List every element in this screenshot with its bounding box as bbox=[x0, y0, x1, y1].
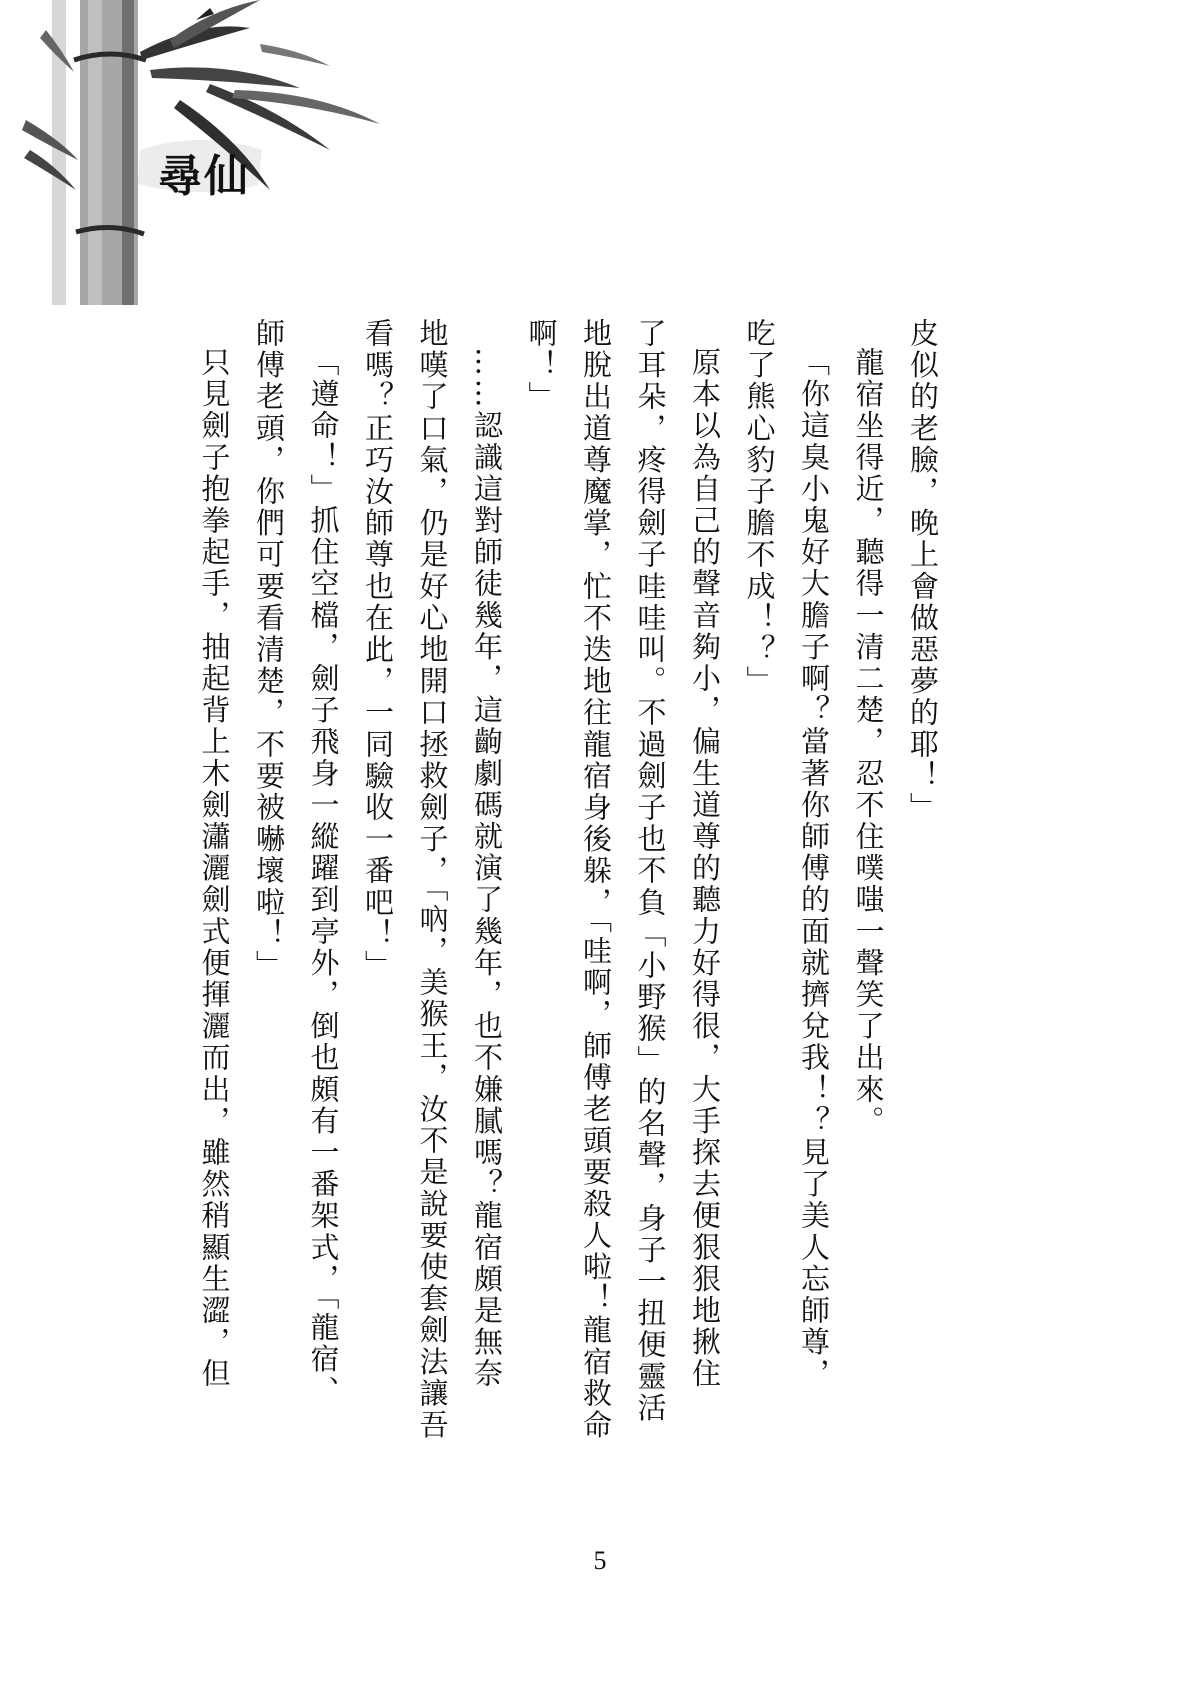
body-line: 皮似的老臉，晚上會做惡夢的耶！」 bbox=[906, 318, 940, 824]
book-title: 尋仙 bbox=[158, 151, 250, 202]
page-number: 5 bbox=[593, 1546, 607, 1575]
body-line: ……認識這對師徒幾年，這齣劇碼就演了幾年，也不嫌膩嗎？龍宿頗是無奈 bbox=[470, 347, 504, 1390]
body-line: 看嗎？正巧汝師尊也在此，一同驗收一番吧！」 bbox=[361, 318, 395, 982]
body-line: 啊！」 bbox=[524, 318, 559, 413]
vertical-text-body bbox=[187, 318, 950, 1442]
body-line: 師傅老頭，你們可要看清楚，不要被嚇壞啦！」 bbox=[252, 318, 286, 982]
body-line: 「你這臭小鬼好大膽子啊？當著你師傅的面就擠兌我！？見了美人忘師尊， bbox=[797, 347, 831, 1390]
body-line: 只見劍子抱拳起手，抽起背上木劍瀟灑劍式便揮灑而出，雖然稍顯生澀，但 bbox=[197, 347, 232, 1390]
body-line: 原本以為自己的聲音夠小，偏生道尊的聽力好得很，大手探去便狠狠地揪住 bbox=[688, 347, 722, 1390]
body-line: 吃了熊心豹子膽不成！？」 bbox=[742, 318, 777, 698]
body-line: 地脫出道尊魔掌，忙不迭地往龍宿身後躲，「哇啊，師傅老頭要殺人啦！龍宿救命 bbox=[579, 318, 613, 1442]
body-line: 地嘆了口氣，仍是好心地開口拯救劍子，「吶，美猴王，汝不是說要使套劍法讓吾 bbox=[415, 318, 450, 1442]
body-line: 「遵命！」抓住空檔，劍子飛身一縱躍到亭外，倒也頗有一番架式，「龍宿、 bbox=[306, 347, 341, 1407]
body-line: 了耳朵，疼得劍子哇哇叫。不過劍子也不負「小野猴」的名聲，身子一扭便靈活 bbox=[633, 318, 668, 1424]
body-line: 龍宿坐得近，聽得一清二楚，忍不住噗嗤一聲笑了出來。 bbox=[851, 347, 886, 1137]
